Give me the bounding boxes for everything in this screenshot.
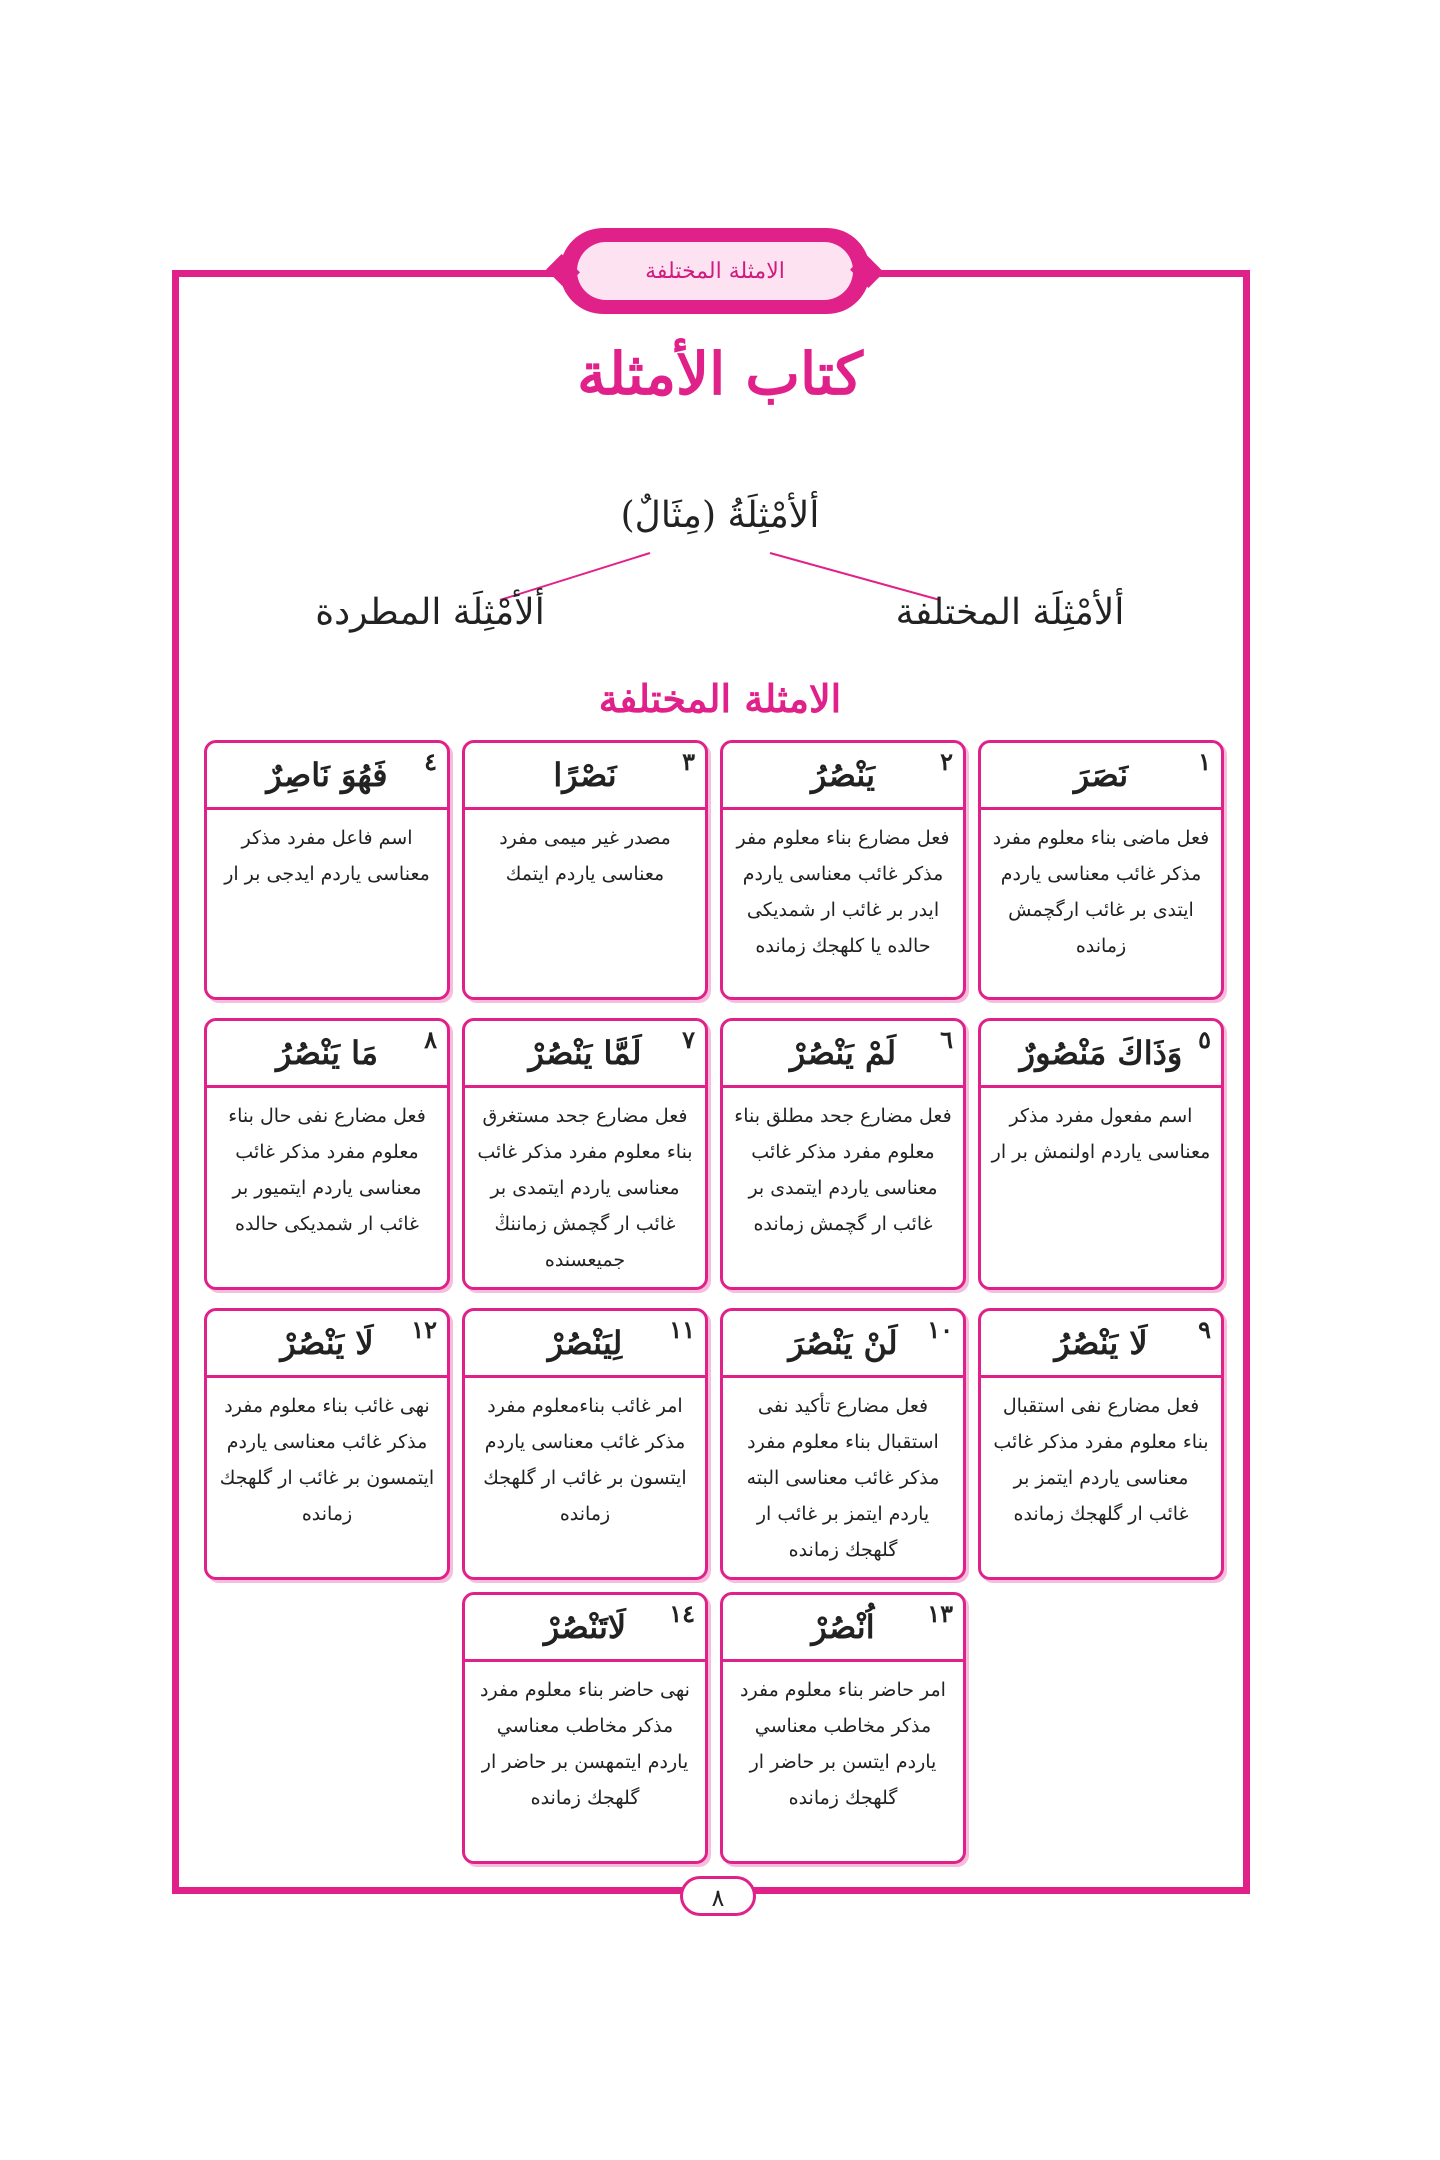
page-title: كتاب الأمثلة [577,340,863,408]
card-word: لَنْ يَنْصُرَ [788,1324,898,1362]
card-word: لَا يَنْصُرْ [280,1324,374,1362]
card-description: فعل مضارع نفى حال بناء معلوم مفرد مذكر غائب معناسى ياردم ايتميور بر غائب ار شمديكى حالده [228,1105,426,1235]
page-number: ٨ [680,1876,756,1916]
card-word: مَا يَنْصُرُ [276,1034,378,1072]
card-word: وَذَاكَ مَنْصُورٌ [1019,1034,1183,1072]
card-description: فعل مضارع نفى استقبال بناء معلوم مفرد مذكر غائب معناسى ياردم ايتمز بر غائب ار گلهجك زمانده [993,1395,1209,1525]
card-word: لَاتَنْصُرْ [543,1608,627,1646]
card-number: ٤ [424,747,437,776]
card-description: اسم فاعل مفرد مذكر معناسى ياردم ايدجى بر ار [224,827,430,885]
example-card [978,1018,1224,1290]
example-card [462,1018,708,1290]
card-number: ١٣ [927,1599,953,1628]
section-title: الامثلة المختلفة [598,676,842,721]
diagram-branches [0,0,1440,700]
card-word: لَا يَنْصُرُ [1054,1324,1148,1362]
card-description: امر حاضر بناء معلوم مفرد مذكر مخاطب معناسي ياردم ايتسن بر حاضر ار گلهجك زمانده [740,1679,946,1809]
card-description: فعل ماضى بناء معلوم مفرد مذكر غائب معناسى ياردم ايتدى بر غائب ارگچمش زمانده [992,827,1210,957]
card-number: ١٢ [411,1315,437,1344]
card-number: ٥ [1198,1025,1211,1054]
card-word: لَمَّا يَنْصُرْ [528,1034,642,1072]
card-description: فعل مضارع جحد مطلق بناء معلوم مفرد مذكر غائب معناسى ياردم ايتمدى بر غائب ار گچمش زمانده [734,1105,952,1235]
example-card [720,1308,966,1580]
diagram-root: ألأمْثِلَةُ (مِثَالٌ) [620,495,820,536]
example-card [204,1018,450,1290]
card-word: فَهُوَ نَاصِرٌ [266,756,388,794]
example-card [462,1592,708,1864]
card-description: اسم مفعول مفرد مذكر معناسى ياردم اولنمش بر ار [991,1105,1211,1163]
card-description: امر غائب بناءمعلوم مفرد مذكر غائب معناسى ياردم ايتسون بر غائب ار گلهجك زمانده [483,1395,687,1525]
header-badge-label: الامثلة المختلفة [577,242,853,300]
example-card [978,1308,1224,1580]
example-card [978,740,1224,1000]
example-card [720,1592,966,1864]
example-card [204,740,450,1000]
card-description: فعل مضارع بناء معلوم مفر مذكر غائب معناسى ياردم ايدر بر غائب ار شمديكى حالده يا كلهجك زمانده [736,827,950,957]
card-number: ٨ [424,1025,437,1054]
card-word: لَمْ يَنْصُرْ [789,1034,897,1072]
card-number: ٦ [940,1025,953,1054]
diagram-left: ألأمْثِلَة المطردة [315,592,545,633]
card-number: ٧ [682,1025,695,1054]
example-card [720,1018,966,1290]
card-number: ٩ [1198,1315,1211,1344]
card-word: لِيَنْصُرْ [547,1324,623,1362]
example-card [462,740,708,1000]
example-card [204,1308,450,1580]
card-description: فعل مضارع جحد مستغرق بناء معلوم مفرد مذكر غائب معناسى ياردم ايتمدى بر غائب ار گچمش زماننڭ جميعسنده [477,1105,693,1271]
example-card [462,1308,708,1580]
card-description: مصدر غير ميمى مفرد معناسى ياردم ايتمك [499,827,671,885]
card-number: ١١ [669,1315,695,1344]
card-number: ١٤ [669,1599,695,1628]
card-number: ٢ [940,747,953,776]
card-number: ١ [1198,747,1211,776]
card-description: نهى غائب بناء معلوم مفرد مذكر غائب معناسى ياردم ايتمسون بر غائب ار گلهجك زمانده [219,1395,435,1525]
diagram-right: ألأمْثِلَة المختلفة [895,592,1125,633]
card-word: اُنْصُرْ [811,1608,875,1646]
card-number: ٣ [682,747,695,776]
card-word: نَصْرًا [553,756,617,794]
example-card [720,740,966,1000]
card-description: فعل مضارع تأكيد نفى استقبال بناء معلوم مفرد مذكر غائب معناسى البته ياردم ايتمز بر غائب ار گلهجك زمانده [746,1395,940,1561]
card-description: نهى حاضر بناء معلوم مفرد مذكر مخاطب معناسي ياردم ايتمهسن بر حاضر ار گلهجك زمانده [480,1679,690,1809]
card-number: ١٠ [927,1315,953,1344]
card-word: يَنْصُرُ [811,756,875,794]
card-word: نَصَرَ [1073,756,1129,794]
